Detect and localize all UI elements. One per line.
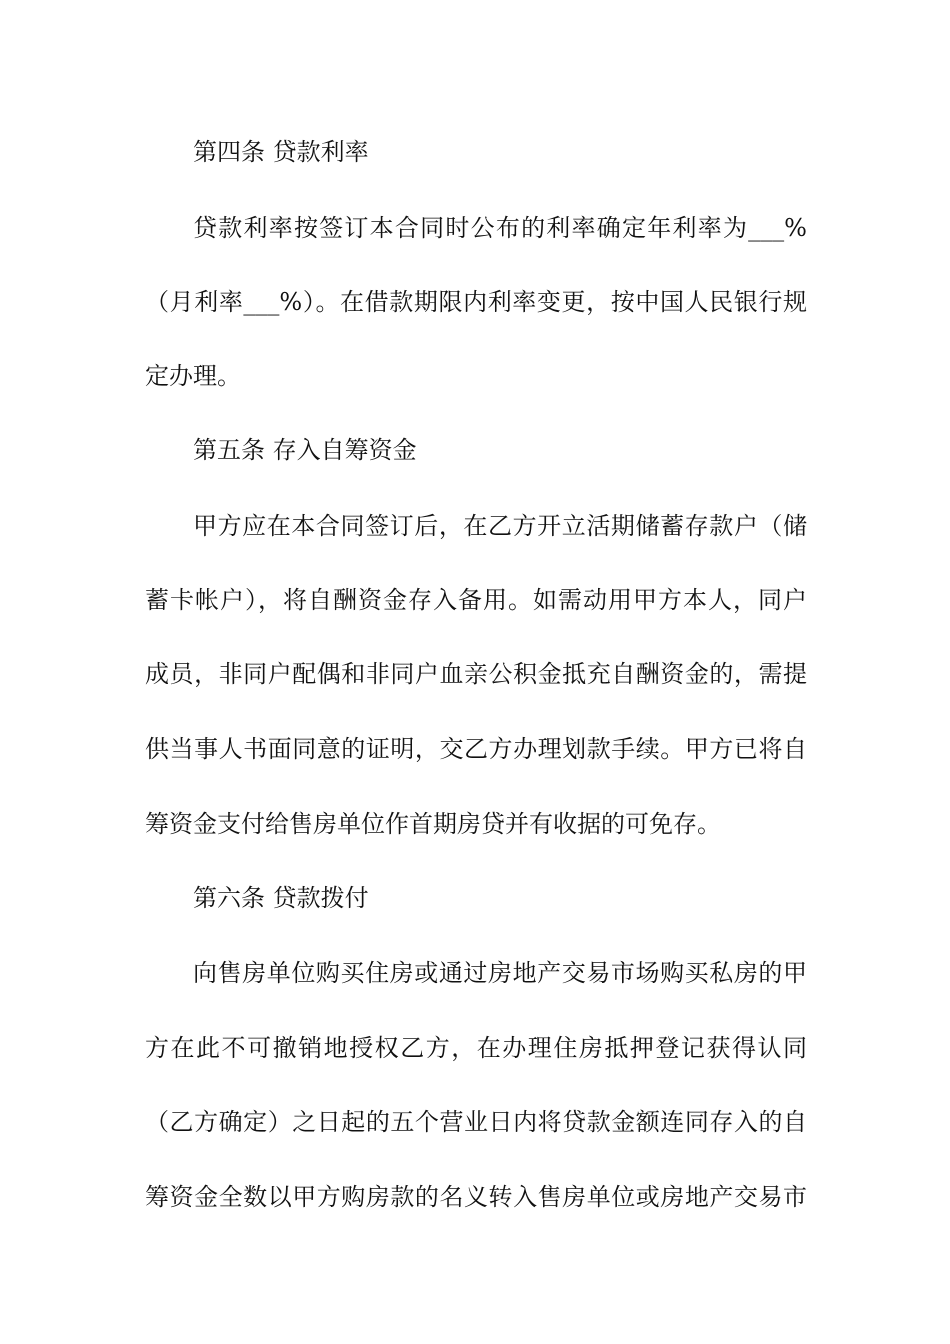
article-5-body-line-1: 甲方应在本合同签订后，在乙方开立活期储蓄存款户（储 [193, 512, 807, 540]
article-5-body-line-2: 蓄卡帐户），将自酬资金存入备用。如需动用甲方本人，同户 [145, 586, 807, 614]
article-5-body-line-3: 成员，非同户配偶和非同户血亲公积金抵充自酬资金的，需提 [145, 660, 807, 688]
article-6-body-line-2: 方在此不可撤销地授权乙方，在办理住房抵押登记获得认同 [145, 1034, 807, 1062]
article-6-body-line-1: 向售房单位购买住房或通过房地产交易市场购买私房的甲 [193, 959, 807, 987]
article-4-body-line-2: （月利率___%）。在借款期限内利率变更，按中国人民银行规 [145, 288, 807, 316]
article-4-heading: 第四条 贷款利率 [193, 138, 369, 166]
article-6-body-line-3: （乙方确定）之日起的五个营业日内将贷款金额连同存入的自 [145, 1108, 807, 1136]
article-5-body-line-4: 供当事人书面同意的证明，交乙方办理划款手续。甲方已将自 [145, 735, 807, 763]
article-6-body-line-4: 筹资金全数以甲方购房款的名义转入售房单位或房地产交易市 [145, 1183, 807, 1211]
article-4-body-line-1: 贷款利率按签订本合同时公布的利率确定年利率为___% [193, 214, 807, 242]
article-5-body-line-5: 筹资金支付给售房单位作首期房贷并有收据的可免存。 [145, 810, 721, 838]
article-6-heading: 第六条 贷款拨付 [193, 884, 369, 912]
article-5-heading: 第五条 存入自筹资金 [193, 436, 417, 464]
article-4-body-line-3: 定办理。 [145, 362, 241, 390]
